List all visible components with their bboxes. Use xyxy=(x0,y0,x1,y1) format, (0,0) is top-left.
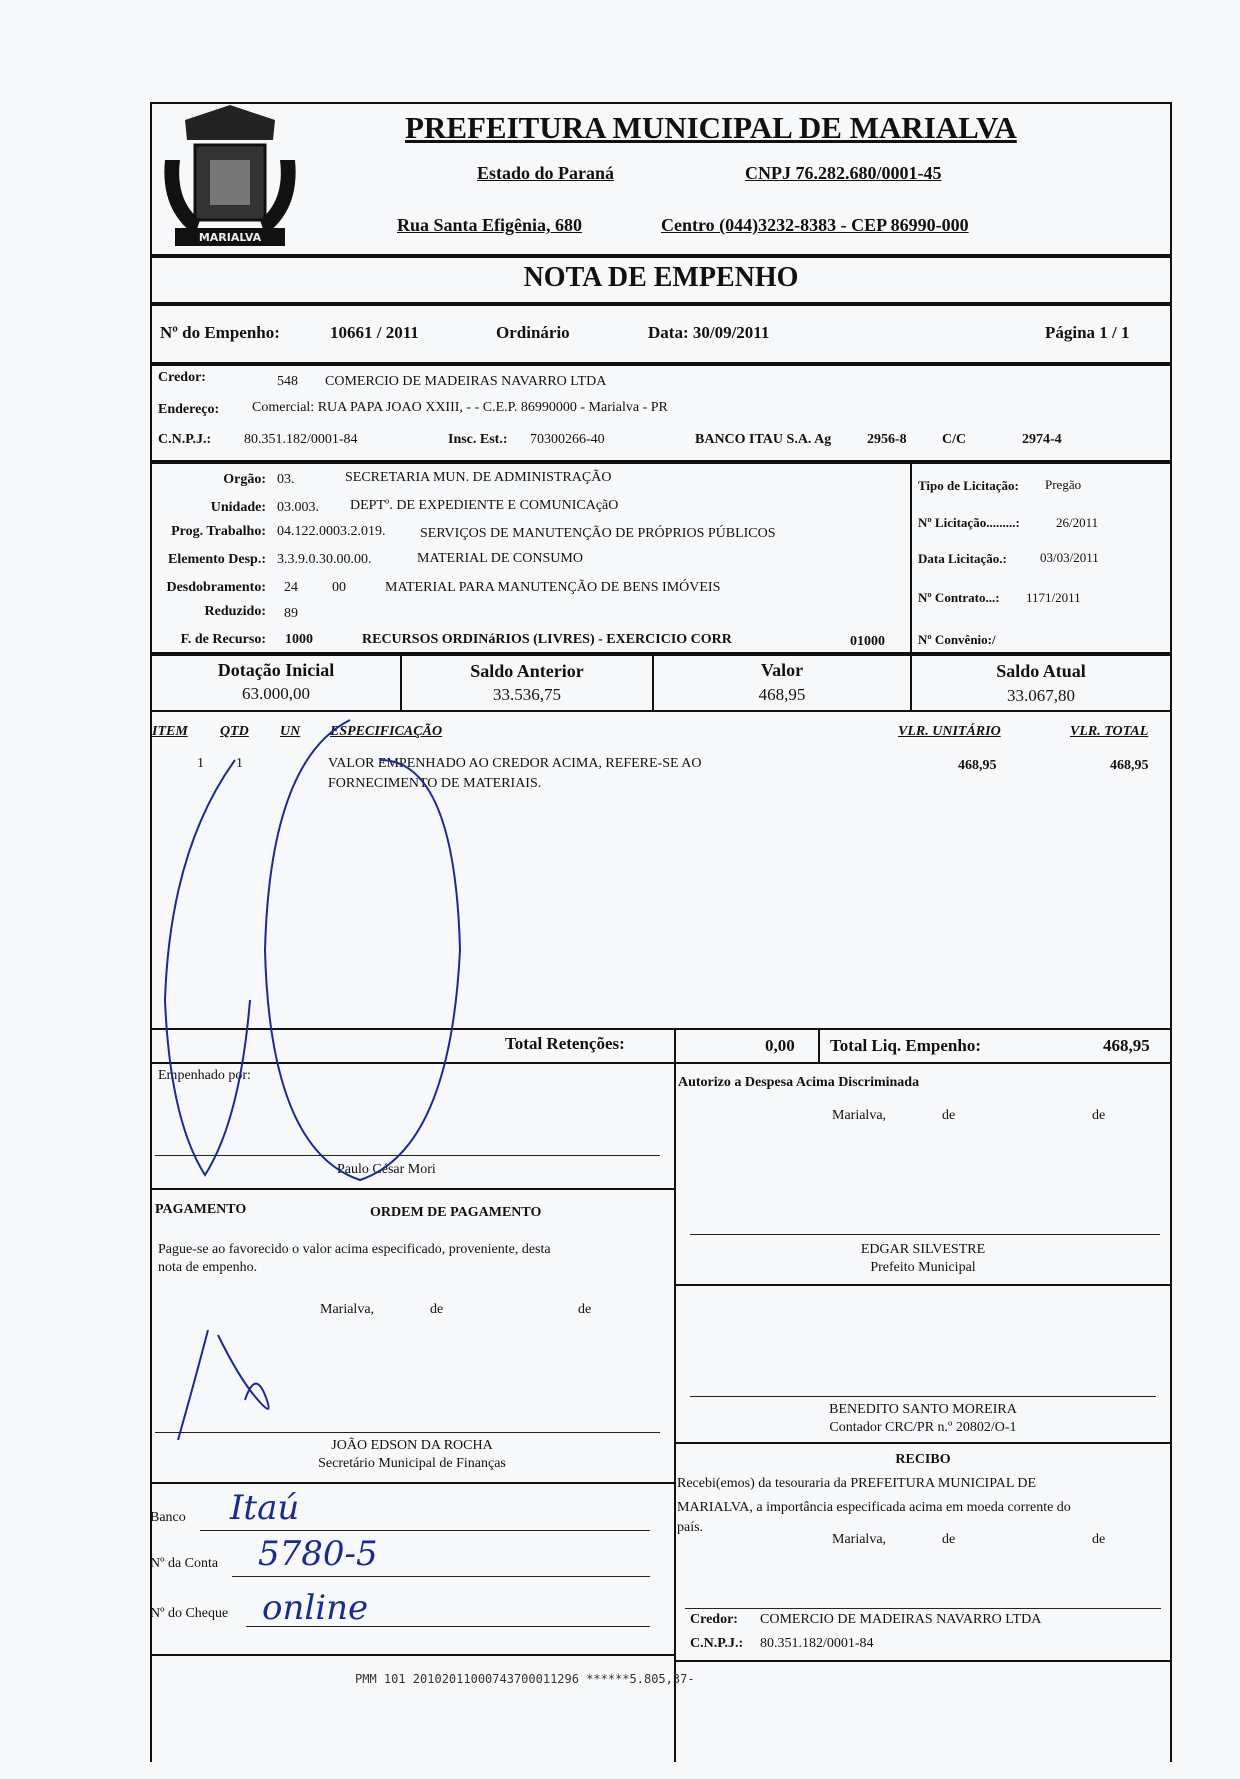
prog: SERVIÇOS DE MANUTENÇÃO DE PRÓPRIOS PÚBLICOS xyxy=(420,526,776,541)
pagamento-text-2: nota de empenho. xyxy=(158,1260,258,1275)
elem: MATERIAL DE CONSUMO xyxy=(417,551,583,566)
credor-code: 548 xyxy=(277,374,298,389)
cc: 2974-4 xyxy=(1022,432,1062,447)
empenhado-name: Paulo César Mori xyxy=(337,1162,436,1177)
autorizo-de1: de xyxy=(942,1108,956,1123)
desd-label: Desdobramento: xyxy=(166,580,266,595)
desd: MATERIAL PARA MANUTENÇÃO DE BENS IMÓVEIS xyxy=(385,580,721,595)
svg-text:MARIALVA: MARIALVA xyxy=(198,231,262,244)
fonte-code: 1000 xyxy=(285,632,313,647)
prog-code: 04.122.0003.2.019. xyxy=(277,524,386,539)
pagamento-label: PAGAMENTO xyxy=(155,1202,247,1217)
item-qtd: 1 xyxy=(236,756,243,771)
empenho-type: Ordinário xyxy=(496,323,570,342)
prefeito-name: EDGAR SILVESTRE xyxy=(860,1242,986,1257)
saldo-value-2: 33.536,75 xyxy=(493,685,561,704)
licitacao-num: 26/2011 xyxy=(1056,515,1099,530)
elem-code: 3.3.9.0.30.00.00. xyxy=(277,552,372,567)
insc-label: Insc. Est.: xyxy=(448,432,508,447)
retencoes-value: 0,00 xyxy=(765,1036,795,1055)
ordem-label: ORDEM DE PAGAMENTO xyxy=(370,1205,542,1220)
org-cnpj: CNPJ 76.282.680/0001-45 xyxy=(745,163,942,183)
recibo-de1: de xyxy=(942,1532,956,1547)
cc-label: C/C xyxy=(942,432,967,447)
org-address-2: Centro (044)3232-8383 - CEP 86990-000 xyxy=(661,215,969,235)
fonte: RECURSOS ORDINáRIOS (LIVRES) - EXERCICIO CORR xyxy=(362,632,732,647)
elem-label: Elemento Desp.: xyxy=(168,552,266,567)
recibo-title: RECIBO xyxy=(895,1452,951,1467)
desd-code-2: 00 xyxy=(332,580,346,595)
convenio-label: Nº Convênio:/ xyxy=(918,632,996,647)
col-unit: VLR. UNITÁRIO xyxy=(898,724,1001,739)
pagamento-place: Marialva, xyxy=(320,1302,375,1317)
col-spec: ESPECIFICAÇÃO xyxy=(330,724,443,739)
cheque-label: Nº do Cheque xyxy=(150,1606,229,1621)
licitacao-tipo-label: Tipo de Licitação: xyxy=(918,478,1019,493)
liq-label: Total Liq. Empenho: xyxy=(830,1036,981,1055)
contrato: 1171/2011 xyxy=(1026,590,1081,605)
endereco-label: Endereço: xyxy=(158,402,220,417)
retencoes-label: Total Retenções: xyxy=(505,1034,625,1053)
secretario-role: Secretário Municipal de Finanças xyxy=(318,1456,506,1471)
recibo-text-2: MARIALVA, a importância especificada acima em moeda corrente do xyxy=(677,1500,1071,1515)
footer-code: PMM 101 20102011000743700011296 ******5.805,37- xyxy=(355,1672,695,1686)
saldo-label-4: Saldo Atual xyxy=(996,661,1086,681)
item-spec-line1: VALOR EMPENHADO AO CREDOR ACIMA, REFERE-SE AO xyxy=(328,756,702,771)
org-title: PREFEITURA MUNICIPAL DE MARIALVA xyxy=(405,110,1017,145)
unidade-label: Unidade: xyxy=(210,500,266,515)
contador-name: BENEDITO SANTO MOREIRA xyxy=(829,1402,1017,1417)
reduzido-label: Reduzido: xyxy=(204,604,266,619)
autorizo-place: Marialva, xyxy=(832,1108,887,1123)
autorizo-de2: de xyxy=(1092,1108,1106,1123)
pagamento-de2: de xyxy=(578,1302,592,1317)
empenho-number: 10661 / 2011 xyxy=(330,323,419,342)
banco: BANCO ITAU S.A. Ag xyxy=(695,432,832,447)
org-address: Rua Santa Efigênia, 680 xyxy=(397,215,583,235)
saldo-label-3: Valor xyxy=(760,660,804,680)
insc: 70300266-40 xyxy=(530,432,605,447)
saldo-value-3: 468,95 xyxy=(758,685,806,704)
orgao-code: 03. xyxy=(277,472,295,487)
col-total: VLR. TOTAL xyxy=(1070,724,1149,739)
agencia: 2956-8 xyxy=(867,432,907,447)
saldo-value-4: 33.067,80 xyxy=(1007,686,1075,705)
licitacao-tipo: Pregão xyxy=(1045,477,1082,492)
pagamento-de1: de xyxy=(430,1302,444,1317)
saldo-label-1: Dotação Inicial xyxy=(217,660,335,680)
item-number: 1 xyxy=(197,756,204,771)
desd-code: 24 xyxy=(284,580,298,595)
saldo-value-1: 63.000,00 xyxy=(242,684,310,703)
autorizo-label: Autorizo a Despesa Acima Discriminada xyxy=(678,1075,920,1090)
credor-name: COMERCIO DE MADEIRAS NAVARRO LTDA xyxy=(325,374,607,389)
page-number: Página 1 / 1 xyxy=(1045,323,1130,342)
recibo-credor-label: Credor: xyxy=(690,1612,738,1627)
endereco: Comercial: RUA PAPA JOAO XXIII, - - C.E.P. 86990000 - Marialva - PR xyxy=(252,400,668,415)
licitacao-data-label: Data Licitação.: xyxy=(918,551,1007,566)
unidade: DEPTº. DE EXPEDIENTE E COMUNICAçãO xyxy=(350,498,619,513)
conta-label: Nº da Conta xyxy=(150,1556,219,1571)
item-unit-value: 468,95 xyxy=(958,758,997,773)
fonte-label: F. de Recurso: xyxy=(180,632,266,647)
state-name: Estado do Paraná xyxy=(477,163,615,183)
secretario-name: JOÃO EDSON DA ROCHA xyxy=(331,1438,493,1453)
conta-handwritten: 5780-5 xyxy=(258,1534,378,1574)
prog-label: Prog. Trabalho: xyxy=(171,524,266,539)
prefeito-role: Prefeito Municipal xyxy=(870,1260,976,1275)
unidade-code: 03.003. xyxy=(277,500,319,515)
recibo-cnpj: 80.351.182/0001-84 xyxy=(760,1636,874,1651)
col-un: UN xyxy=(280,724,301,739)
fonte-code-2: 01000 xyxy=(850,634,885,649)
doc-title: NOTA DE EMPENHO xyxy=(523,262,799,293)
banco-label: Banco xyxy=(150,1510,186,1525)
empenho-date: Data: 30/09/2011 xyxy=(648,323,770,342)
cheque-handwritten: online xyxy=(262,1588,369,1628)
orgao: SECRETARIA MUN. DE ADMINISTRAÇÃO xyxy=(345,470,612,485)
cnpj-label: C.N.P.J.: xyxy=(158,432,212,447)
licitacao-data: 03/03/2011 xyxy=(1040,550,1099,565)
orgao-label: Orgão: xyxy=(223,472,266,487)
credor-label: Credor: xyxy=(158,370,206,385)
pagamento-text-1: Pague-se ao favorecido o valor acima especificado, proveniente, desta xyxy=(158,1242,551,1257)
recibo-text-3: país. xyxy=(677,1520,704,1535)
contador-role: Contador CRC/PR n.º 20802/O-1 xyxy=(829,1420,1017,1435)
col-qtd: QTD xyxy=(220,724,249,739)
empenhado-label: Empenhado por: xyxy=(158,1068,251,1083)
banco-handwritten: Itaú xyxy=(230,1488,300,1528)
recibo-text-1: Recebi(emos) da tesouraria da PREFEITURA MUNICIPAL DE xyxy=(677,1476,1037,1491)
item-total-value: 468,95 xyxy=(1110,758,1149,773)
contrato-label: Nº Contrato...: xyxy=(918,590,1000,605)
col-item: ITEM xyxy=(152,724,188,739)
liq-value: 468,95 xyxy=(1103,1036,1150,1055)
reduzido-code: 89 xyxy=(284,606,298,621)
credor-cnpj: 80.351.182/0001-84 xyxy=(244,432,358,447)
saldo-label-2: Saldo Anterior xyxy=(470,661,584,681)
licitacao-num-label: Nº Licitação.........: xyxy=(918,515,1020,530)
recibo-de2: de xyxy=(1092,1532,1106,1547)
empenho-label: Nº do Empenho: xyxy=(160,323,280,342)
item-spec-line2: FORNECIMENTO DE MATERIAIS. xyxy=(328,776,542,791)
recibo-credor: COMERCIO DE MADEIRAS NAVARRO LTDA xyxy=(760,1612,1042,1627)
recibo-cnpj-label: C.N.P.J.: xyxy=(690,1636,744,1651)
recibo-place: Marialva, xyxy=(832,1532,887,1547)
